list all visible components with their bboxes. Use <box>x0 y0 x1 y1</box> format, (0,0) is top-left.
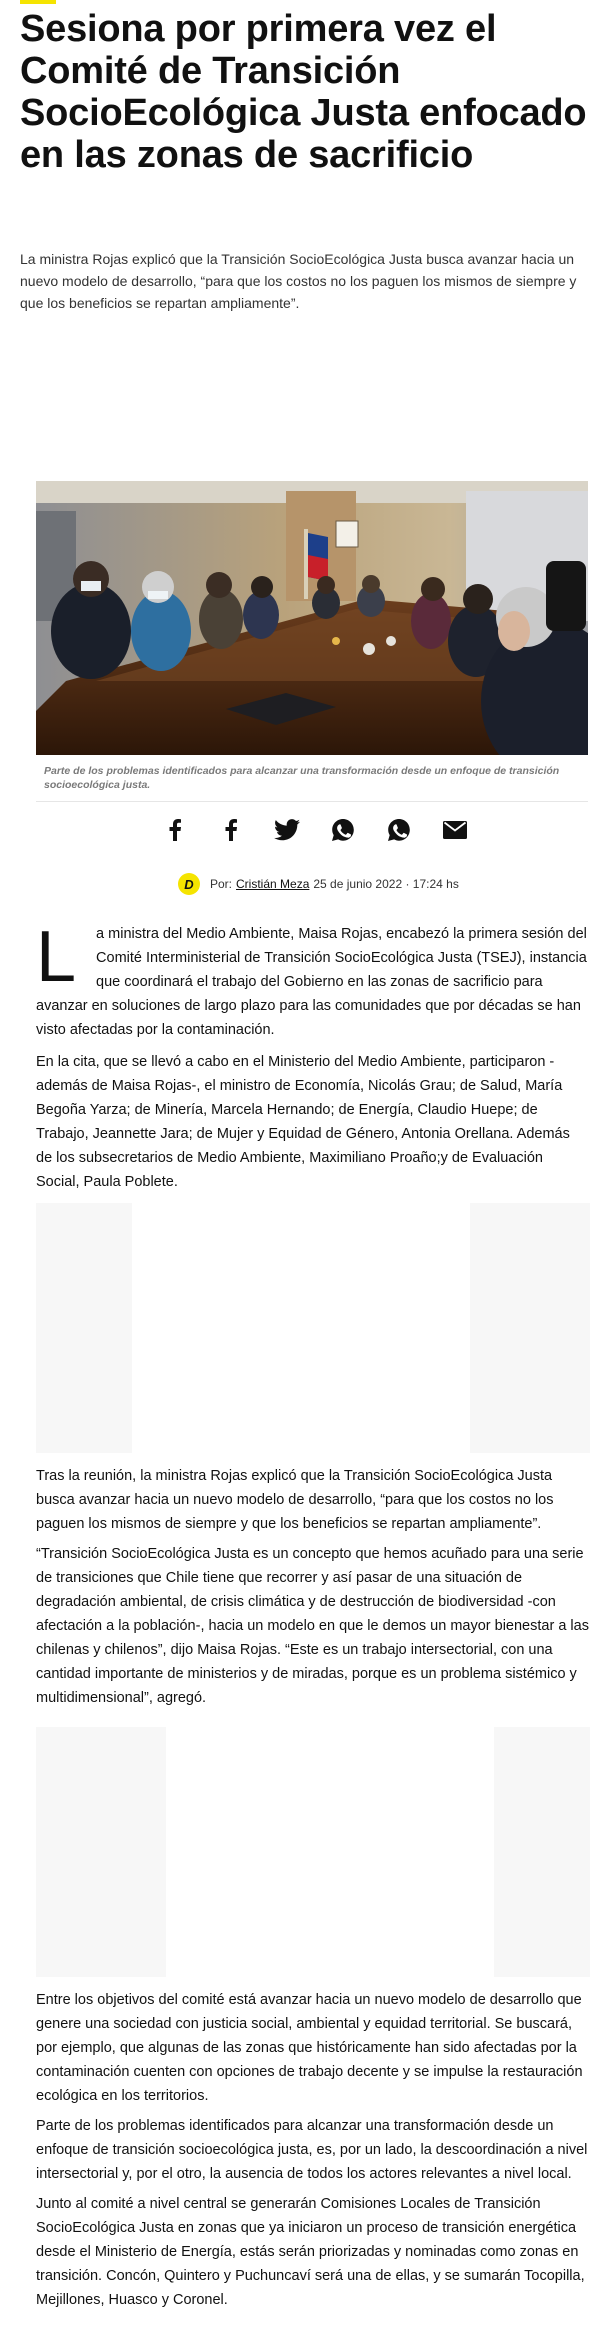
byline <box>178 872 459 896</box>
dropcap: L <box>36 917 77 997</box>
article-headline: Sesiona por primera vez el Comité de Transición SocioEcológica Justa enfocado en las zonas de sacrificio <box>20 8 587 176</box>
body-paragraph: Tras la reunión, la ministra Rojas explicó que la Transición SocioEcológica Justa busca avanzar hacia un nuevo modelo de desarrollo, “para que los costos no los paguen los mismos de siempre y que los beneficios se repartan ampliamente”. <box>36 1468 554 1532</box>
share-bar <box>160 813 470 847</box>
byline-prefix: Por: <box>210 877 233 891</box>
facebook-icon[interactable] <box>160 815 190 845</box>
email-icon[interactable] <box>440 815 470 845</box>
publish-date: 25 de junio 2022 · 17:24 hs <box>313 877 459 891</box>
body-paragraph: Junto al comité a nivel central se generarán Comisiones Locales de Transición SocioEcológica Justa en zonas que ya iniciaron un proceso de transición energética desde el Ministerio de Energía, estás serán priorizadas y nominadas como zonas en transición. Concón, Quintero y Puchuncaví será una de ellas, y se sumarán Tocopilla, Mejillones, Huasco y Coronel. <box>36 2196 585 2308</box>
author-link[interactable]: Cristián Meza <box>236 877 310 891</box>
article-lead: La ministra Rojas explicó que la Transición SocioEcológica Justa busca avanzar hacia un nuevo modelo de desarrollo, “para que los costos no los paguen los mismos de siempre y que los beneficios se repartan ampliamente”. <box>20 251 577 311</box>
image-caption: Parte de los problemas identificados para alcanzar una transformación desde un enfoque de transición socioecológica justa. <box>44 765 560 791</box>
whatsapp-icon[interactable] <box>328 815 358 845</box>
ad-slot <box>36 1727 590 1977</box>
whatsapp-icon[interactable] <box>384 815 414 845</box>
body-paragraph: Parte de los problemas identificados para alcanzar una transformación desde un enfoque de transición socioecológica justa, es, por un lado, la descoordinación a nivel intersectorial y, por el otro, la ausencia de todos los actores relevantes a nivel local. <box>36 2118 588 2182</box>
caption-divider <box>36 801 588 802</box>
outlet-logo: D <box>178 873 200 895</box>
twitter-icon[interactable] <box>272 815 302 845</box>
body-paragraph: L a ministra del Medio Ambiente, Maisa Rojas, encabezó la primera sesión del Comité Interministerial de Transición SocioEcológica Justa (TSEJ), instancia que coordinará el trabajo del Gobierno en las zonas de sacrificio para avanzar en soluciones de largo plazo para las comunidades que por décadas se han visto afectadas por la contaminación. <box>36 917 587 1038</box>
body-paragraph: En la cita, que se llevó a cabo en el Ministerio del Medio Ambiente, participaron -además de Maisa Rojas-, el ministro de Economía, Nicolás Grau; de Salud, María Begoña Yarza; de Minería, Marcela Hernando; de Energía, Claudio Huepe; de Trabajo, Jeannette Jara; de Mujer y Equidad de Género, Antonia Orellana. Además de los subsecretarios de Medio Ambiente, Maximiliano Proaño;y de Evaluación Social, Paula Poblete. <box>36 1054 570 1190</box>
brand-accent-bar <box>20 0 56 4</box>
article-hero-image <box>36 481 588 755</box>
body-paragraph: “Transición SocioEcológica Justa es un concepto que hemos acuñado para una serie de transiciones que Chile tiene que recorrer y así pasar de una situación de degradación ambiental, de crisis climática y de destrucción de biodiversidad -con afectación a la población-, hacia un modelo en que le demos un mayor bienestar a las chilenas y chilenos”, dijo Maisa Rojas. “Este es un trabajo intersectorial, con una cantidad importante de ministerios y de miradas, porque es un problema sistémico y multidimensional”, agregó. <box>36 1546 589 1706</box>
body-paragraph: Entre los objetivos del comité está avanzar hacia un nuevo modelo de desarrollo que genere una sociedad con justicia social, ambiental y equidad territorial. Se buscará, por ejemplo, que algunas de las zonas que históricamente han sido afectadas por la contaminación cuenten con opciones de trabajo decente y se impulse la restauración ecológica en los territorios. <box>36 1992 583 2104</box>
facebook-icon[interactable] <box>216 815 246 845</box>
ad-slot <box>36 1203 590 1453</box>
